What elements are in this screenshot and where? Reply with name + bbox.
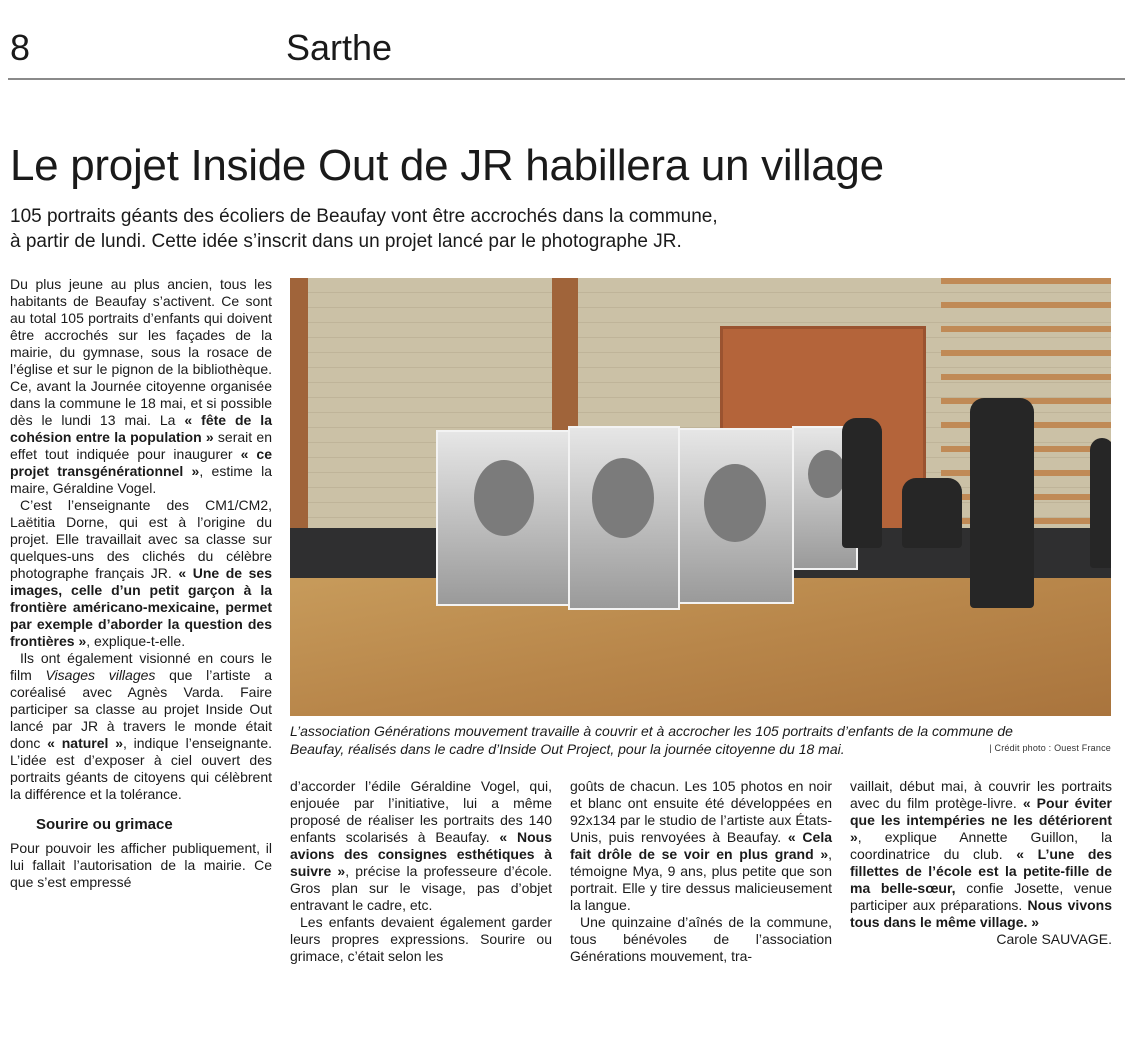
photo-person [1090, 438, 1111, 568]
photo-caption: L’association Générations mouvement travaille à couvrir et à accrocher les 105 portraits d’enfants de la commune de Beaufay, réalisés dans le cadre d’Inside Out Project, pour la journée citoyenne du 18 mai. [290, 723, 1013, 757]
photo-person [902, 478, 962, 548]
paragraph: goûts de chacun. Les 105 photos en noir et blanc ont ensuite été développées en 92x134 par le studio de l’artiste aux États-Unis, puis renvoyées à Beaufay. « Cela fait drôle de se voir en plus grand », témoigne Mya, 9 ans, plus petite que son portrait. Elle y tire dessus malicieusement la langue. [570, 778, 832, 913]
photo-portrait-face [704, 464, 766, 542]
photo-portrait [568, 426, 680, 610]
paragraph: vaillait, début mai, à couvrir les portraits avec du film protège-livre. « Pour éviter que les intempéries ne les détériorent », explique Annette Guillon, la coordinatrice du club. « L’une des fillettes de l’école est la petite-fille de ma belle-sœur, confie Josette, venue participer aux préparations. Nous vivons tous dans le même village. » [850, 778, 1112, 930]
subheading: Sourire ou grimace [36, 816, 173, 833]
photo-portrait-face [592, 458, 654, 538]
article-standfirst [10, 204, 910, 254]
paragraph: C’est l’enseignante des CM1/CM2, Laëtitia Dorne, qui est à l’origine du projet. Elle travaillait avec sa classe sur quelques-uns des clichés du célèbre photographe français JR. « Une de ses images, celle d’un petit garçon à la frontière américano-mexicaine, permet par exemple d’aborder la question des frontières », explique-t-elle. [10, 497, 272, 649]
paragraph: Les enfants devaient également garder leurs propres expressions. Sourire ou grimace, c’était selon les [290, 914, 552, 964]
paragraph: Une quinzaine d’aînés de la commune, tous bénévoles de l’association Générations mouvement, tra- [570, 914, 832, 964]
section-title: Sarthe [286, 27, 393, 68]
article-column-3 [570, 778, 832, 965]
article-column-2 [290, 778, 552, 965]
photo-portrait [436, 430, 572, 606]
photo-portrait-face [808, 450, 846, 498]
photo-portrait-face [474, 460, 534, 536]
header-rule [8, 78, 1125, 80]
paragraph: d’accorder l’édile Géraldine Vogel, qui, enjouée par l’initiative, lui a même proposé de réaliser les portraits des 140 enfants scolarisés à Beaufay. « Nous avions des consignes esthétiques à suivre », précise la professeure d’école. Gros plan sur le visage, pas d’objet entravant le cadre, etc. [290, 778, 552, 913]
photo-person [970, 398, 1034, 608]
article-column-1 [10, 276, 272, 891]
article-column-4 [850, 778, 1112, 948]
article-signature: Carole SAUVAGE. [996, 931, 1112, 947]
standfirst-line: 105 portraits géants des écoliers de Beaufay vont être accrochés dans la commune, [10, 206, 718, 227]
photo-credit: | Crédit photo : Ouest France [989, 743, 1111, 753]
photo-portrait [678, 428, 794, 604]
page-number: 8 [10, 27, 31, 68]
paragraph: Ils ont également visionné en cours le film Visages villages que l’artiste a coréalisé avec Agnès Varda. Faire participer sa classe au projet Inside Out lancé par JR à travers le monde était donc « naturel », indique l’enseignante. L’idée est d’exposer à ciel ouvert des portraits géants de citoyens qui célèbrent la différence et la tolérance. [10, 650, 272, 802]
standfirst-line: à partir de lundi. Cette idée s’inscrit dans un projet lancé par le photographe JR. [10, 231, 682, 252]
paragraph: Pour pouvoir les afficher publiquement, il lui fallait l’autorisation de la mairie. Ce que s’est empressé [10, 840, 272, 890]
paragraph: Du plus jeune au plus ancien, tous les habitants de Beaufay s’activent. Ce sont au total 105 portraits d’enfants qui doivent être accrochés sur les façades de la mairie, du gymnase, sous la rosace de l’église et sur le pignon de la bibliothèque. Ce, avant la Journée citoyenne organisée dans la commune le 18 mai, et si possible dès le lundi 13 mai. La « fête de la cohésion entre la population » serait en effet tout indiquée pour inaugurer « ce projet transgénérationnel », estime la maire, Géraldine Vogel. [10, 276, 272, 496]
article-headline: Le projet Inside Out de JR habillera un village [10, 141, 884, 190]
photo-person [842, 418, 882, 548]
article-photo [290, 278, 1111, 716]
